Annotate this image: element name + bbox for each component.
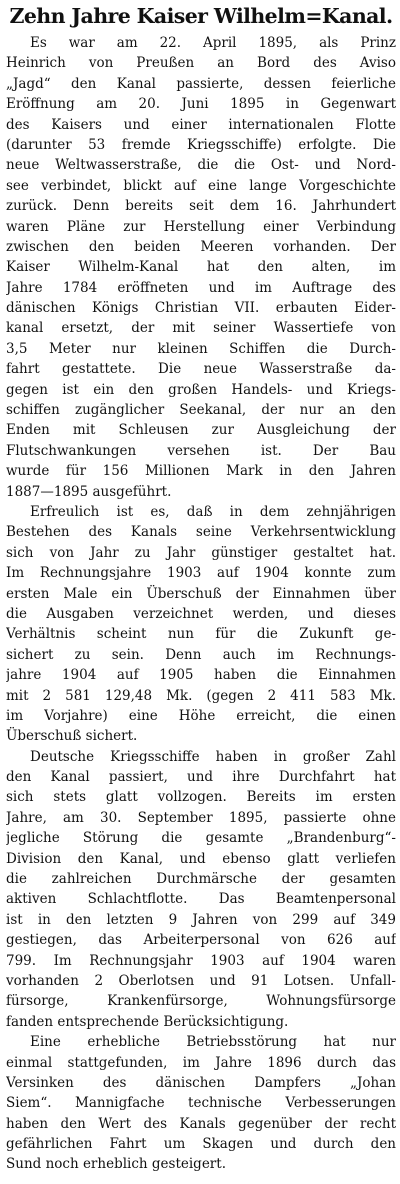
- text-line: Erfreulich ist es, daß in dem zehnjährigen: [30, 503, 396, 520]
- article-paragraph: [6, 502, 396, 747]
- text-line: jahre 1904 auf 1905 haben die Einnahmen: [6, 667, 396, 684]
- text-line: den Kanal passiert, und ihre Durchfahrt hat: [6, 769, 396, 786]
- text-line: „Jagd“ den Kanal passierte, dessen feierliche: [6, 75, 396, 92]
- text-line: die Ausgaben verzeichnet werden, und dieses: [6, 605, 396, 622]
- text-line: Sund noch erheblich gesteigert.: [6, 1156, 226, 1173]
- text-line: see verbindet, blickt auf eine lange Vorgeschichte: [6, 177, 396, 194]
- text-line: zurück. Denn bereits seit dem 16. Jahrhundert: [6, 198, 396, 215]
- text-line: Kaiser Wilhelm-Kanal hat den alten, im: [6, 259, 396, 276]
- text-line: fanden entsprechende Berücksichtigung.: [6, 1013, 289, 1030]
- text-line: vorhanden 2 Oberlotsen und 91 Lotsen. Unfall-: [6, 972, 396, 989]
- text-line: Enden mit Schleusen zur Ausgleichung der: [6, 422, 396, 439]
- text-line: fahrt gestattete. Die neue Wasserstraße da-: [6, 361, 396, 378]
- text-line: sich stets glatt vollzogen. Bereits im ersten: [6, 789, 396, 806]
- text-line: jegliche Störung die gesamte „Brandenburg“-: [6, 830, 396, 847]
- text-line: haben den Wert des Kanals gegenüber der recht: [6, 1115, 396, 1132]
- article-body: [6, 33, 396, 1175]
- text-line: kanal ersetzt, der mit seiner Wassertiefe von: [6, 320, 396, 337]
- text-line: Im Rechnungsjahre 1903 auf 1904 konnte zum: [6, 565, 396, 582]
- text-line: aktiven Schlachtflotte. Das Beamtenpersonal: [6, 891, 396, 908]
- text-line: Verhältnis scheint nun für die Zukunft ge-: [6, 626, 396, 643]
- text-line: einmal stattgefunden, im Jahre 1896 durch das: [6, 1054, 396, 1071]
- text-line: Überschuß sichert.: [6, 728, 138, 745]
- text-line: Eröffnung am 20. Juni 1895 in Gegenwart: [6, 96, 396, 113]
- text-line: Es war am 22. April 1895, als Prinz: [30, 35, 396, 51]
- text-line: Deutsche Kriegsschiffe haben in großer Zahl: [30, 748, 396, 765]
- text-line: die zahlreichen Durchmärsche der gesamten: [6, 871, 396, 888]
- text-line: Eine erhebliche Betriebsstörung hat nur: [30, 1034, 396, 1051]
- text-line: dänischen Königs Christian VII. erbauten Eider-: [6, 300, 396, 317]
- text-line: Division den Kanal, und ebenso glatt verliefen: [6, 850, 396, 867]
- text-line: gefährlichen Fahrt um Skagen und durch den: [6, 1136, 396, 1153]
- text-line: Heinrich von Preußen an Bord des Aviso: [6, 55, 396, 72]
- text-line: ist in den letzten 9 Jahren von 299 auf 349: [6, 911, 396, 928]
- text-line: waren Pläne zur Herstellung einer Verbindung: [6, 218, 396, 235]
- text-line: gestiegen, das Arbeiterpersonal von 626 auf: [6, 932, 396, 949]
- text-line: sichert zu sein. Denn auch im Rechnungs-: [6, 646, 396, 663]
- text-line: Siem“. Mannigfache technische Verbesserungen: [6, 1095, 396, 1112]
- text-line: fürsorge, Krankenfürsorge, Wohnungsfürsorge: [6, 993, 396, 1010]
- text-line: des Kaisers und einer internationalen Flotte: [6, 116, 396, 133]
- text-line: wurde für 156 Millionen Mark in den Jahren: [6, 463, 396, 480]
- text-line: zwischen den beiden Meeren vorhanden. Der: [6, 238, 396, 255]
- article-headline: Zehn Jahre Kaiser Wilhelm=Kanal.: [9, 4, 393, 28]
- text-line: Jahre 1784 eröffneten und im Auftrage des: [6, 279, 396, 296]
- text-line: 799. Im Rechnungsjahr 1903 auf 1904 waren: [6, 952, 396, 969]
- text-line: Bestehen des Kanals seine Verkehrsentwicklung: [6, 524, 396, 541]
- text-line: ersten Male ein Überschuß der Einnahmen über: [6, 585, 396, 602]
- text-line: sich von Jahr zu Jahr günstiger gestaltet hat.: [6, 544, 396, 561]
- article-paragraph: [6, 747, 396, 1032]
- article-paragraph: [6, 1032, 396, 1175]
- text-line: im Vorjahre) eine Höhe erreicht, die einen: [6, 707, 396, 724]
- text-line: (darunter 53 fremde Kriegsschiffe) erfolgte. Die: [6, 136, 396, 153]
- text-line: gegen ist ein den großen Handels- und Kriegs-: [6, 381, 396, 398]
- text-line: Flutschwankungen versehen ist. Der Bau: [6, 442, 396, 459]
- article-paragraph: [6, 33, 396, 502]
- text-line: neue Weltwasserstraße, die die Ost- und Nord-: [6, 157, 396, 174]
- text-line: Versinken des dänischen Dampfers „Johan: [6, 1074, 396, 1091]
- text-line: 3,5 Meter nur kleinen Schiffen die Durch-: [6, 340, 396, 357]
- text-line: 1887—1895 ausgeführt.: [6, 483, 172, 500]
- text-line: schiffen zugänglicher Seekanal, der nur an den: [6, 402, 396, 419]
- text-line: mit 2 581 129,48 Mk. (gegen 2 411 583 Mk.: [6, 687, 396, 704]
- text-line: Jahre, am 30. September 1895, passierte ohne: [6, 809, 396, 826]
